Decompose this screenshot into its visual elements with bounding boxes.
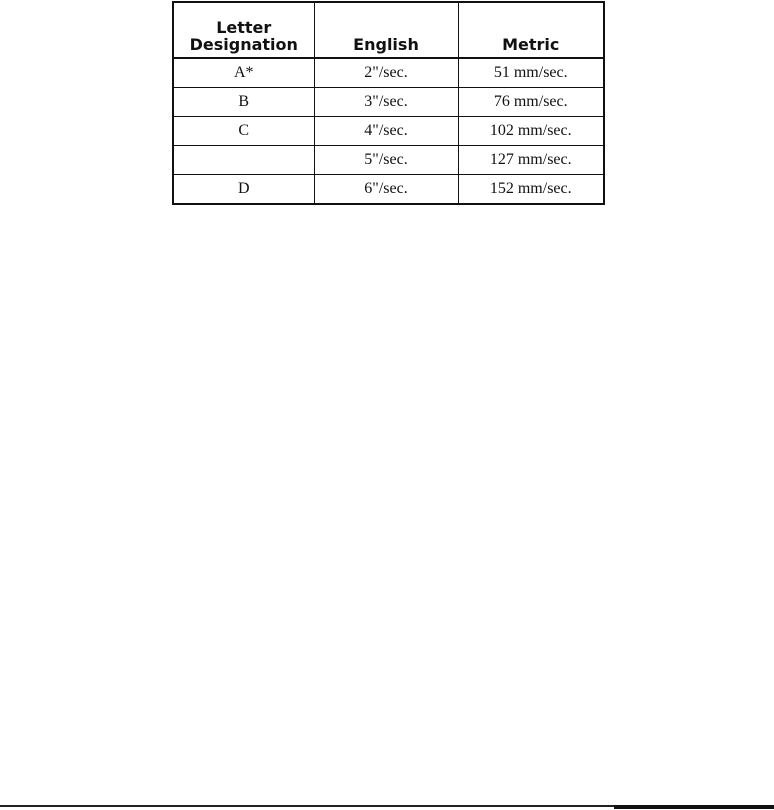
cell-metric: 102 mm/sec.: [458, 117, 604, 146]
table-row: [173, 58, 604, 88]
header-english: English: [314, 2, 458, 58]
page-bottom-rule-accent: [614, 805, 774, 809]
cell-letter: B: [173, 88, 314, 117]
header-letter-line1: Letter: [216, 18, 272, 37]
cell-english: 2"/sec.: [314, 58, 458, 88]
cell-letter: A*: [173, 58, 314, 88]
speed-table: [172, 1, 605, 205]
cell-metric: 152 mm/sec.: [458, 175, 604, 205]
table-row: [173, 117, 604, 146]
cell-letter: D: [173, 175, 314, 205]
table-row: [173, 175, 604, 205]
cell-english: 6"/sec.: [314, 175, 458, 205]
cell-letter: C: [173, 117, 314, 146]
cell-metric: 127 mm/sec.: [458, 146, 604, 175]
cell-letter: [173, 146, 314, 175]
cell-english: 4"/sec.: [314, 117, 458, 146]
cell-english: 3"/sec.: [314, 88, 458, 117]
header-letter-line2: Designation: [189, 35, 298, 54]
header-letter-designation: [173, 2, 314, 58]
cell-english: 5"/sec.: [314, 146, 458, 175]
header-metric: Metric: [458, 2, 604, 58]
table-row: [173, 88, 604, 117]
cell-metric: 76 mm/sec.: [458, 88, 604, 117]
table-header-row: [173, 2, 604, 58]
table-row: [173, 146, 604, 175]
cell-metric: 51 mm/sec.: [458, 58, 604, 88]
